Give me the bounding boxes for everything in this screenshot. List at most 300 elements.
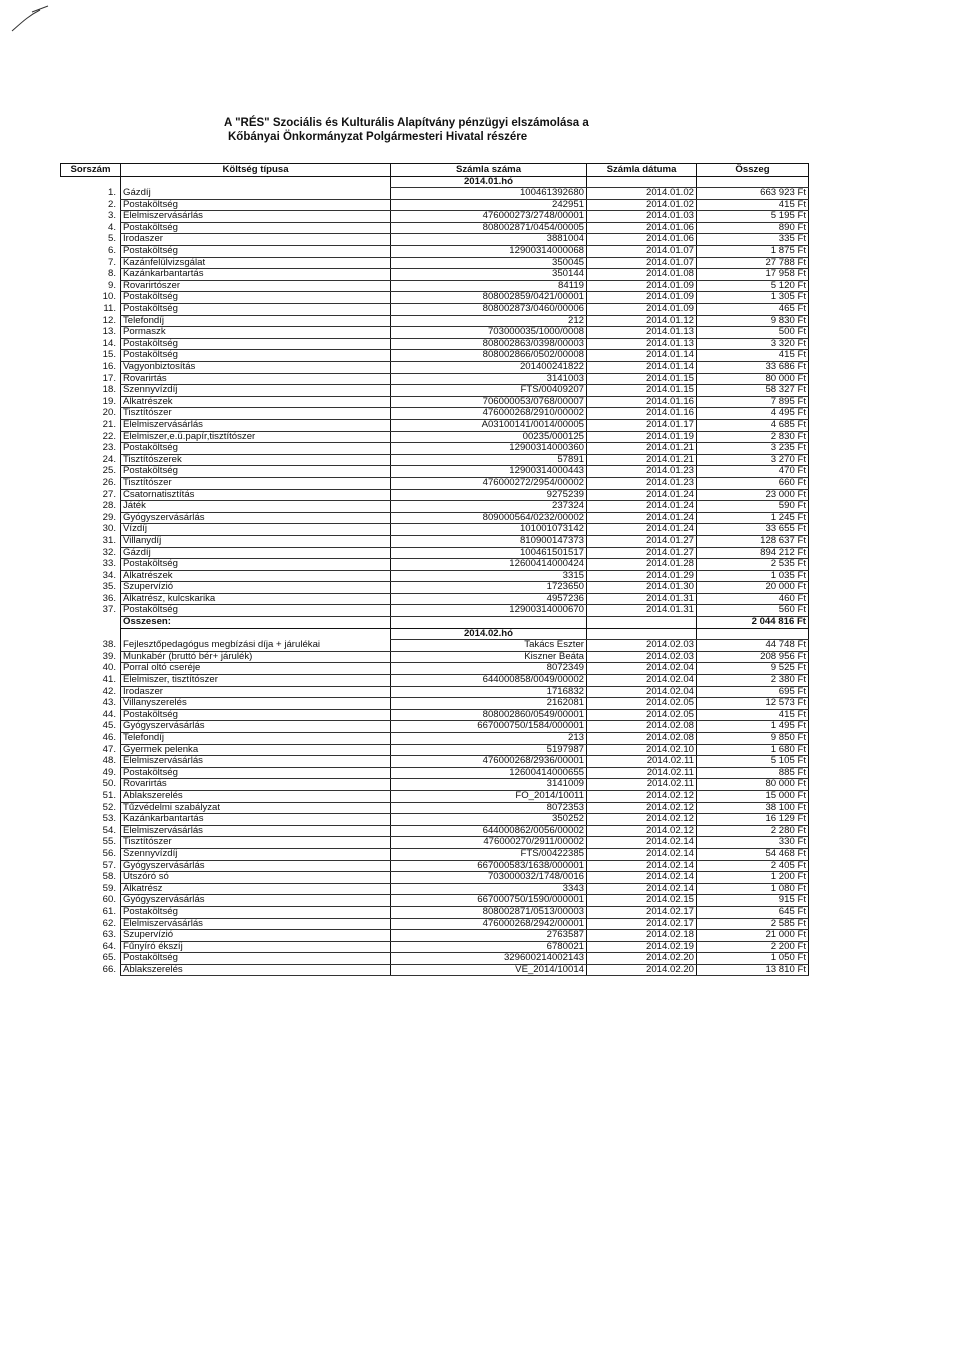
expense-type: Szupervízió <box>121 930 391 942</box>
amount: 660 Ft <box>697 477 809 489</box>
expense-type: Irodaszer <box>121 234 391 246</box>
invoice-date: 2014.01.09 <box>587 280 697 292</box>
table-row <box>61 802 809 814</box>
invoice-date: 2014.02.12 <box>587 802 697 814</box>
invoice-number: 808002871/0513/00003 <box>391 906 587 918</box>
invoice-date: 2014.02.20 <box>587 964 697 976</box>
expense-type: Telefondíj <box>121 315 391 327</box>
table-row <box>61 431 809 443</box>
invoice-date: 2014.01.27 <box>587 535 697 547</box>
row-number: 59. <box>102 883 116 894</box>
section-spacer <box>61 176 121 188</box>
amount: 695 Ft <box>697 686 809 698</box>
amount: 80 000 Ft <box>697 779 809 791</box>
amount: 9 850 Ft <box>697 733 809 745</box>
row-number: 48. <box>102 755 116 767</box>
invoice-date: 2014.01.28 <box>587 559 697 571</box>
invoice-number: 3141003 <box>391 373 587 385</box>
invoice-number: 2763587 <box>391 930 587 942</box>
expense-type: Élelmiszer,e.ü.papír,tisztítószer <box>121 431 391 443</box>
table-row <box>61 883 809 895</box>
invoice-date: 2014.01.24 <box>587 524 697 536</box>
invoice-date: 2014.01.16 <box>587 408 697 420</box>
row-number: 58. <box>102 871 116 883</box>
expense-type: Ütszóró só <box>121 872 391 884</box>
table-row <box>61 338 809 350</box>
total-spacer <box>587 617 697 629</box>
invoice-number: 476000270/2911/00002 <box>391 837 587 849</box>
table-row <box>61 408 809 420</box>
invoice-date: 2014.01.02 <box>587 199 697 211</box>
invoice-date: 2014.02.12 <box>587 790 697 802</box>
expense-type: Alkatrészek <box>121 396 391 408</box>
amount: 2 280 Ft <box>697 825 809 837</box>
invoice-date: 2014.02.18 <box>587 930 697 942</box>
total-row <box>61 617 809 629</box>
expense-type: Tisztítószerek <box>121 454 391 466</box>
row-number: 61. <box>102 906 116 917</box>
table-row <box>61 466 809 478</box>
amount: 663 923 Ft <box>697 188 809 200</box>
invoice-number: 808002866/0502/00008 <box>391 350 587 362</box>
row-number: 17. <box>102 373 116 384</box>
invoice-number: FTS/00409207 <box>391 385 587 397</box>
amount: 465 Ft <box>697 304 809 316</box>
amount: 33 655 Ft <box>697 524 809 536</box>
table-row <box>61 895 809 907</box>
invoice-number: 6780021 <box>391 941 587 953</box>
table-row <box>61 964 809 976</box>
row-number: 2. <box>107 199 116 210</box>
expense-type: Élelmiszer, tisztítószer <box>121 675 391 687</box>
table-row <box>61 837 809 849</box>
invoice-date: 2014.01.15 <box>587 373 697 385</box>
table-row <box>61 675 809 687</box>
invoice-date: 2014.02.04 <box>587 686 697 698</box>
row-number: 25. <box>102 465 116 477</box>
col-header-amount: Összeg <box>697 164 809 177</box>
invoice-date: 2014.02.11 <box>587 756 697 768</box>
table-row <box>61 269 809 281</box>
expense-type: Játék <box>121 501 391 513</box>
title-line-1: A "RÉS" Szociális és Kulturális Alapítvány pénzügyi elszámolása a <box>224 117 589 129</box>
amount: 13 810 Ft <box>697 964 809 976</box>
invoice-date: 2014.01.17 <box>587 419 697 431</box>
invoice-date: 2014.02.19 <box>587 941 697 953</box>
expense-type: Postaköltség <box>121 605 391 617</box>
amount: 9 830 Ft <box>697 315 809 327</box>
invoice-date: 2014.01.07 <box>587 246 697 258</box>
row-number: 16. <box>102 361 116 372</box>
invoice-date: 2014.01.09 <box>587 304 697 316</box>
invoice-date: 2014.02.14 <box>587 883 697 895</box>
row-number: 26. <box>102 477 116 488</box>
amount: 2 830 Ft <box>697 431 809 443</box>
invoice-number: 242951 <box>391 199 587 211</box>
document-title <box>224 116 589 144</box>
section-spacer <box>697 176 809 188</box>
total-spacer <box>391 617 587 629</box>
expense-type: Postaköltség <box>121 338 391 350</box>
table-row <box>61 443 809 455</box>
amount: 645 Ft <box>697 906 809 918</box>
expense-type: Postaköltség <box>121 466 391 478</box>
expense-type: Tisztítószer <box>121 477 391 489</box>
invoice-number: 201400241822 <box>391 362 587 374</box>
invoice-date: 2014.02.11 <box>587 767 697 779</box>
table-row <box>61 512 809 524</box>
section-header-row <box>61 176 809 188</box>
table-row <box>61 605 809 617</box>
row-number: 24. <box>102 454 116 465</box>
invoice-date: 2014.02.14 <box>587 848 697 860</box>
invoice-date: 2014.02.05 <box>587 709 697 721</box>
expense-type: Élelmiszervásárlás <box>121 211 391 223</box>
expense-type: Tűzvédelmi szabályzat <box>121 802 391 814</box>
amount: 5 195 Ft <box>697 211 809 223</box>
invoice-number: 12900314000068 <box>391 246 587 258</box>
invoice-number: Kiszner Beáta <box>391 651 587 663</box>
invoice-date: 2014.02.15 <box>587 895 697 907</box>
expense-type: Postaköltség <box>121 292 391 304</box>
invoice-number: 12900314000360 <box>391 443 587 455</box>
amount: 15 000 Ft <box>697 790 809 802</box>
amount: 470 Ft <box>697 466 809 478</box>
invoice-number: 706000053/0768/00007 <box>391 396 587 408</box>
row-number: 37. <box>102 604 116 616</box>
amount: 5 120 Ft <box>697 280 809 292</box>
row-number: 66. <box>102 964 116 975</box>
section-spacer <box>587 628 697 640</box>
expense-type: Rovarirtás <box>121 373 391 385</box>
table-row <box>61 872 809 884</box>
invoice-date: 2014.01.31 <box>587 593 697 605</box>
amount: 335 Ft <box>697 234 809 246</box>
row-number: 55. <box>102 836 116 848</box>
invoice-number: VE_2014/10014 <box>391 964 587 976</box>
col-header-type: Költség típusa <box>121 164 391 177</box>
invoice-date: 2014.01.06 <box>587 222 697 234</box>
table-row <box>61 211 809 223</box>
amount: 9 525 Ft <box>697 663 809 675</box>
amount: 33 686 Ft <box>697 362 809 374</box>
invoice-number: 476000268/2910/00002 <box>391 408 587 420</box>
row-number: 39. <box>102 651 116 662</box>
table-row <box>61 315 809 327</box>
expense-type: Szupervízió <box>121 582 391 594</box>
amount: 894 212 Ft <box>697 547 809 559</box>
table-row <box>61 570 809 582</box>
amount: 415 Ft <box>697 709 809 721</box>
invoice-number: 808002859/0421/00001 <box>391 292 587 304</box>
invoice-date: 2014.01.29 <box>587 570 697 582</box>
table-row <box>61 419 809 431</box>
amount: 5 105 Ft <box>697 756 809 768</box>
invoice-number: 2162081 <box>391 698 587 710</box>
invoice-date: 2014.02.14 <box>587 837 697 849</box>
table-row <box>61 280 809 292</box>
expense-type: Villanydíj <box>121 535 391 547</box>
table-row <box>61 698 809 710</box>
invoice-number: 8072353 <box>391 802 587 814</box>
invoice-number: 1723650 <box>391 582 587 594</box>
amount: 128 637 Ft <box>697 535 809 547</box>
amount: 3 320 Ft <box>697 338 809 350</box>
expense-type: Postaköltség <box>121 222 391 234</box>
amount: 21 000 Ft <box>697 930 809 942</box>
table-row <box>61 860 809 872</box>
invoice-number: 667000750/1584/000001 <box>391 721 587 733</box>
amount: 2 200 Ft <box>697 941 809 953</box>
amount: 890 Ft <box>697 222 809 234</box>
table-row <box>61 582 809 594</box>
invoice-date: 2014.01.24 <box>587 489 697 501</box>
row-number: 41. <box>102 674 116 686</box>
expense-type: Élelmiszervásárlás <box>121 825 391 837</box>
invoice-date: 2014.01.12 <box>587 315 697 327</box>
row-number: 28. <box>102 500 116 512</box>
invoice-number: 5197987 <box>391 744 587 756</box>
amount: 500 Ft <box>697 327 809 339</box>
table-row <box>61 535 809 547</box>
expense-type: Kazánkarbantartás <box>121 814 391 826</box>
invoice-number: 329600214002143 <box>391 953 587 965</box>
table-row <box>61 246 809 258</box>
row-number: 13. <box>102 326 116 338</box>
expense-type: Postaköltség <box>121 246 391 258</box>
row-number: 21. <box>102 419 116 430</box>
amount: 3 270 Ft <box>697 454 809 466</box>
table-row <box>61 709 809 721</box>
table-row <box>61 651 809 663</box>
section-month-label: 2014.02.hó <box>391 628 587 640</box>
row-number: 53. <box>102 813 116 825</box>
invoice-date: 2014.01.03 <box>587 211 697 223</box>
invoice-date: 2014.01.09 <box>587 292 697 304</box>
invoice-number: 808002863/0398/00003 <box>391 338 587 350</box>
invoice-date: 2014.01.13 <box>587 338 697 350</box>
total-label: Összesen: <box>121 617 391 629</box>
invoice-date: 2014.02.03 <box>587 651 697 663</box>
expense-type: Fűnyíró ékszíj <box>121 941 391 953</box>
table-row <box>61 918 809 930</box>
expense-type: Villanyszerelés <box>121 698 391 710</box>
invoice-date: 2014.01.23 <box>587 466 697 478</box>
invoice-date: 2014.01.06 <box>587 234 697 246</box>
table-row <box>61 257 809 269</box>
table-row <box>61 547 809 559</box>
expense-type: Tisztítószer <box>121 837 391 849</box>
table-row <box>61 640 809 652</box>
row-number: 34. <box>102 570 116 581</box>
invoice-number: 476000272/2954/00002 <box>391 477 587 489</box>
amount: 1 875 Ft <box>697 246 809 258</box>
amount: 330 Ft <box>697 837 809 849</box>
row-number: 65. <box>102 952 116 964</box>
invoice-number: 350252 <box>391 814 587 826</box>
table-row <box>61 593 809 605</box>
amount: 27 788 Ft <box>697 257 809 269</box>
invoice-number: 8072349 <box>391 663 587 675</box>
expense-ledger-table <box>60 163 809 976</box>
invoice-number: 808002871/0454/00005 <box>391 222 587 234</box>
invoice-date: 2014.01.02 <box>587 188 697 200</box>
amount: 1 495 Ft <box>697 721 809 733</box>
amount: 1 035 Ft <box>697 570 809 582</box>
row-number: 6. <box>107 245 116 257</box>
table-row <box>61 825 809 837</box>
amount: 38 100 Ft <box>697 802 809 814</box>
invoice-date: 2014.01.21 <box>587 454 697 466</box>
invoice-number: 212 <box>391 315 587 327</box>
row-number: 47. <box>102 744 116 755</box>
section-spacer <box>121 628 391 640</box>
amount: 2 535 Ft <box>697 559 809 571</box>
row-number: 45. <box>102 720 116 732</box>
row-number: 15. <box>102 349 116 361</box>
invoice-number: FO_2014/10011 <box>391 790 587 802</box>
expense-type: Rovarirtás <box>121 779 391 791</box>
invoice-number: 810900147373 <box>391 535 587 547</box>
row-number: 11. <box>103 303 116 315</box>
section-month-label: 2014.01.hó <box>391 176 587 188</box>
expense-type: Tisztítószer <box>121 408 391 420</box>
invoice-number: 12600414000655 <box>391 767 587 779</box>
row-number: 23. <box>102 442 116 454</box>
invoice-number: 9275239 <box>391 489 587 501</box>
expense-type: Rovarirtószer <box>121 280 391 292</box>
invoice-number: 101001073142 <box>391 524 587 536</box>
invoice-number: 476000268/2936/00001 <box>391 756 587 768</box>
row-number: 36. <box>102 593 116 604</box>
invoice-date: 2014.02.12 <box>587 825 697 837</box>
row-number: 64. <box>102 941 116 952</box>
row-number: 57. <box>102 860 116 871</box>
table-row <box>61 953 809 965</box>
row-number: 10. <box>102 291 116 303</box>
amount: 2 405 Ft <box>697 860 809 872</box>
invoice-number: 57891 <box>391 454 587 466</box>
amount: 460 Ft <box>697 593 809 605</box>
table-row <box>61 848 809 860</box>
row-number: 1. <box>107 187 116 199</box>
expense-type: Kazánkarbantartás <box>121 269 391 281</box>
invoice-number: 3881004 <box>391 234 587 246</box>
row-number: 46. <box>102 732 116 743</box>
table-row <box>61 292 809 304</box>
invoice-date: 2014.02.08 <box>587 733 697 745</box>
invoice-number: 476000273/2748/00001 <box>391 211 587 223</box>
row-number: 60. <box>102 894 116 906</box>
invoice-date: 2014.01.14 <box>587 362 697 374</box>
table-row <box>61 188 809 200</box>
row-number: 49. <box>102 767 116 778</box>
expense-type: Ablakszerelés <box>121 790 391 802</box>
row-number: 12. <box>102 315 116 326</box>
invoice-number: 100461392680 <box>391 188 587 200</box>
section-spacer <box>61 628 121 640</box>
invoice-date: 2014.02.14 <box>587 860 697 872</box>
section-header-row <box>61 628 809 640</box>
invoice-date: 2014.01.15 <box>587 385 697 397</box>
amount: 885 Ft <box>697 767 809 779</box>
row-number: 9. <box>107 280 116 291</box>
ledger-body <box>61 176 809 976</box>
amount: 16 129 Ft <box>697 814 809 826</box>
invoice-number: 350045 <box>391 257 587 269</box>
section-spacer <box>121 176 391 188</box>
invoice-number: 00235/000125 <box>391 431 587 443</box>
invoice-number: 4957236 <box>391 593 587 605</box>
table-row <box>61 489 809 501</box>
expense-type: Irodaszer <box>121 686 391 698</box>
row-number: 27. <box>102 489 116 500</box>
amount: 560 Ft <box>697 605 809 617</box>
amount: 4 495 Ft <box>697 408 809 420</box>
invoice-number: FTS/00422385 <box>391 848 587 860</box>
table-row <box>61 234 809 246</box>
row-number: 7. <box>107 257 116 268</box>
amount: 915 Ft <box>697 895 809 907</box>
table-row <box>61 779 809 791</box>
amount: 590 Ft <box>697 501 809 513</box>
invoice-number: 808002873/0460/00006 <box>391 304 587 316</box>
invoice-number: 12900314000670 <box>391 605 587 617</box>
amount: 1 080 Ft <box>697 883 809 895</box>
amount: 23 000 Ft <box>697 489 809 501</box>
table-row <box>61 304 809 316</box>
table-row <box>61 790 809 802</box>
row-number: 8. <box>107 268 116 280</box>
amount: 3 235 Ft <box>697 443 809 455</box>
invoice-number: 644000862/0056/00002 <box>391 825 587 837</box>
expense-type: Alkatrész, kulcskarika <box>121 593 391 605</box>
row-number: 38. <box>102 639 116 651</box>
invoice-number: 237324 <box>391 501 587 513</box>
table-row <box>61 524 809 536</box>
expense-type: Gyermek pelenka <box>121 744 391 756</box>
table-row <box>61 663 809 675</box>
expense-type: Postaköltség <box>121 199 391 211</box>
invoice-date: 2014.02.03 <box>587 640 697 652</box>
expense-type: Munkabér (bruttó bér+ járulék) <box>121 651 391 663</box>
expense-type: Csatornatisztítás <box>121 489 391 501</box>
table-row <box>61 454 809 466</box>
table-row <box>61 941 809 953</box>
invoice-number: 476000268/2942/00001 <box>391 918 587 930</box>
expense-type: Porral oltó cseréje <box>121 663 391 675</box>
table-row <box>61 686 809 698</box>
table-row <box>61 327 809 339</box>
row-number: 29. <box>102 512 116 523</box>
row-number: 33. <box>102 558 116 570</box>
invoice-date: 2014.01.19 <box>587 431 697 443</box>
invoice-number: 809000564/0232/00002 <box>391 512 587 524</box>
row-number: 40. <box>102 662 116 674</box>
invoice-number: 100461501517 <box>391 547 587 559</box>
expense-type: Élelmiszervásárlás <box>121 918 391 930</box>
invoice-number: 703000035/1000/0008 <box>391 327 587 339</box>
invoice-number: A03100141/0014/00005 <box>391 419 587 431</box>
invoice-date: 2014.01.07 <box>587 257 697 269</box>
invoice-date: 2014.02.17 <box>587 918 697 930</box>
table-row <box>61 199 809 211</box>
amount: 17 958 Ft <box>697 269 809 281</box>
col-header-date: Számla dátuma <box>587 164 697 177</box>
invoice-date: 2014.02.04 <box>587 663 697 675</box>
row-number: 35. <box>102 581 116 593</box>
invoice-date: 2014.02.11 <box>587 779 697 791</box>
